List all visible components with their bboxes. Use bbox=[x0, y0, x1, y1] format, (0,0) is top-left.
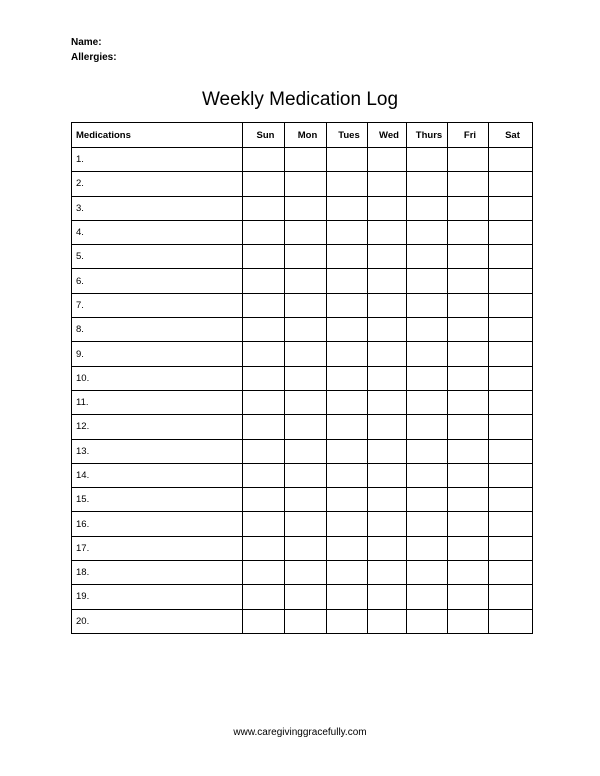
day-cell-sat[interactable] bbox=[489, 342, 533, 366]
medication-cell[interactable]: 5. bbox=[72, 245, 243, 269]
day-cell-mon[interactable] bbox=[285, 196, 327, 220]
day-cell-wed[interactable] bbox=[368, 609, 407, 633]
day-cell-sat[interactable] bbox=[489, 488, 533, 512]
table-row bbox=[72, 366, 533, 390]
day-cell-mon[interactable] bbox=[285, 488, 327, 512]
day-cell-fri[interactable] bbox=[448, 342, 489, 366]
medication-log-table bbox=[71, 122, 533, 634]
day-cell-tues[interactable] bbox=[327, 220, 368, 244]
day-cell-sat[interactable] bbox=[489, 366, 533, 390]
medication-cell[interactable]: 8. bbox=[72, 318, 243, 342]
day-cell-wed[interactable] bbox=[368, 585, 407, 609]
day-cell-mon[interactable] bbox=[285, 342, 327, 366]
table-row bbox=[72, 488, 533, 512]
day-cell-wed[interactable] bbox=[368, 220, 407, 244]
day-cell-fri[interactable] bbox=[448, 609, 489, 633]
day-cell-fri[interactable] bbox=[448, 561, 489, 585]
table-row bbox=[72, 585, 533, 609]
medication-cell[interactable]: 19. bbox=[72, 585, 243, 609]
day-cell-thurs[interactable] bbox=[407, 390, 448, 414]
medication-cell[interactable]: 7. bbox=[72, 293, 243, 317]
day-cell-tues[interactable] bbox=[327, 488, 368, 512]
day-cell-tues[interactable] bbox=[327, 585, 368, 609]
day-cell-sun[interactable] bbox=[243, 585, 285, 609]
medication-cell[interactable]: 14. bbox=[72, 463, 243, 487]
day-cell-sun[interactable] bbox=[243, 196, 285, 220]
column-header-medications: Medications bbox=[72, 123, 243, 148]
day-cell-thurs[interactable] bbox=[407, 318, 448, 342]
table-row bbox=[72, 415, 533, 439]
day-cell-fri[interactable] bbox=[448, 172, 489, 196]
day-cell-tues[interactable] bbox=[327, 439, 368, 463]
day-cell-fri[interactable] bbox=[448, 245, 489, 269]
day-cell-wed[interactable] bbox=[368, 245, 407, 269]
day-cell-fri[interactable] bbox=[448, 366, 489, 390]
page-title: Weekly Medication Log bbox=[201, 89, 399, 110]
day-cell-mon[interactable] bbox=[285, 512, 327, 536]
medication-cell[interactable]: 3. bbox=[72, 196, 243, 220]
header-row bbox=[72, 123, 533, 148]
day-cell-wed[interactable] bbox=[368, 488, 407, 512]
table-row bbox=[72, 245, 533, 269]
table-row bbox=[72, 512, 533, 536]
day-cell-thurs[interactable] bbox=[407, 609, 448, 633]
day-cell-mon[interactable] bbox=[285, 269, 327, 293]
day-cell-tues[interactable] bbox=[327, 342, 368, 366]
day-cell-wed[interactable] bbox=[368, 196, 407, 220]
day-cell-tues[interactable] bbox=[327, 196, 368, 220]
medication-cell[interactable]: 1. bbox=[72, 148, 243, 172]
day-cell-sun[interactable] bbox=[243, 415, 285, 439]
day-cell-fri[interactable] bbox=[448, 390, 489, 414]
day-cell-wed[interactable] bbox=[368, 148, 407, 172]
day-cell-mon[interactable] bbox=[285, 609, 327, 633]
day-cell-fri[interactable] bbox=[448, 488, 489, 512]
day-cell-wed[interactable] bbox=[368, 536, 407, 560]
day-cell-wed[interactable] bbox=[368, 342, 407, 366]
table-row bbox=[72, 536, 533, 560]
day-cell-thurs[interactable] bbox=[407, 488, 448, 512]
column-header-fri: Fri bbox=[448, 123, 489, 148]
day-cell-tues[interactable] bbox=[327, 536, 368, 560]
day-cell-fri[interactable] bbox=[448, 536, 489, 560]
day-cell-sun[interactable] bbox=[243, 148, 285, 172]
medication-cell[interactable]: 2. bbox=[72, 172, 243, 196]
day-cell-tues[interactable] bbox=[327, 463, 368, 487]
day-cell-sun[interactable] bbox=[243, 512, 285, 536]
day-cell-sat[interactable] bbox=[489, 463, 533, 487]
day-cell-wed[interactable] bbox=[368, 439, 407, 463]
day-cell-thurs[interactable] bbox=[407, 585, 448, 609]
medication-cell[interactable]: 12. bbox=[72, 415, 243, 439]
footer-url: www.caregivinggracefully.com bbox=[233, 727, 367, 738]
table-row bbox=[72, 293, 533, 317]
day-cell-sun[interactable] bbox=[243, 536, 285, 560]
medication-cell[interactable]: 17. bbox=[72, 536, 243, 560]
day-cell-wed[interactable] bbox=[368, 463, 407, 487]
medication-cell[interactable]: 13. bbox=[72, 439, 243, 463]
medication-cell[interactable]: 4. bbox=[72, 220, 243, 244]
day-cell-sun[interactable] bbox=[243, 293, 285, 317]
day-cell-sun[interactable] bbox=[243, 220, 285, 244]
table-row bbox=[72, 561, 533, 585]
day-cell-sat[interactable] bbox=[489, 318, 533, 342]
table-row bbox=[72, 220, 533, 244]
day-cell-sun[interactable] bbox=[243, 439, 285, 463]
day-cell-sat[interactable] bbox=[489, 196, 533, 220]
day-cell-tues[interactable] bbox=[327, 269, 368, 293]
day-cell-fri[interactable] bbox=[448, 220, 489, 244]
day-cell-tues[interactable] bbox=[327, 148, 368, 172]
table-row bbox=[72, 463, 533, 487]
day-cell-sun[interactable] bbox=[243, 463, 285, 487]
day-cell-fri[interactable] bbox=[448, 585, 489, 609]
day-cell-sat[interactable] bbox=[489, 415, 533, 439]
day-cell-mon[interactable] bbox=[285, 561, 327, 585]
day-cell-mon[interactable] bbox=[285, 172, 327, 196]
column-header-sat: Sat bbox=[489, 123, 533, 148]
table-row bbox=[72, 342, 533, 366]
table-row bbox=[72, 172, 533, 196]
day-cell-sun[interactable] bbox=[243, 172, 285, 196]
column-header-tues: Tues bbox=[327, 123, 368, 148]
day-cell-thurs[interactable] bbox=[407, 220, 448, 244]
table-row bbox=[72, 439, 533, 463]
day-cell-fri[interactable] bbox=[448, 318, 489, 342]
day-cell-mon[interactable] bbox=[285, 536, 327, 560]
day-cell-tues[interactable] bbox=[327, 415, 368, 439]
day-cell-fri[interactable] bbox=[448, 512, 489, 536]
day-cell-mon[interactable] bbox=[285, 318, 327, 342]
day-cell-mon[interactable] bbox=[285, 293, 327, 317]
day-cell-fri[interactable] bbox=[448, 269, 489, 293]
medication-cell[interactable]: 6. bbox=[72, 269, 243, 293]
day-cell-mon[interactable] bbox=[285, 463, 327, 487]
day-cell-fri[interactable] bbox=[448, 293, 489, 317]
day-cell-sat[interactable] bbox=[489, 512, 533, 536]
day-cell-mon[interactable] bbox=[285, 439, 327, 463]
day-cell-fri[interactable] bbox=[448, 415, 489, 439]
day-cell-tues[interactable] bbox=[327, 172, 368, 196]
medication-cell[interactable]: 18. bbox=[72, 561, 243, 585]
column-header-wed: Wed bbox=[368, 123, 407, 148]
day-cell-sun[interactable] bbox=[243, 245, 285, 269]
column-header-sun: Sun bbox=[243, 123, 285, 148]
medication-cell[interactable]: 11. bbox=[72, 390, 243, 414]
day-cell-mon[interactable] bbox=[285, 366, 327, 390]
day-cell-mon[interactable] bbox=[285, 220, 327, 244]
day-cell-fri[interactable] bbox=[448, 463, 489, 487]
day-cell-tues[interactable] bbox=[327, 390, 368, 414]
allergies-label: Allergies: bbox=[71, 52, 117, 63]
table-row bbox=[72, 318, 533, 342]
day-cell-fri[interactable] bbox=[448, 148, 489, 172]
day-cell-sat[interactable] bbox=[489, 439, 533, 463]
medication-cell[interactable]: 10. bbox=[72, 366, 243, 390]
medication-cell[interactable]: 20. bbox=[72, 609, 243, 633]
day-cell-fri[interactable] bbox=[448, 439, 489, 463]
table-row bbox=[72, 609, 533, 633]
day-cell-thurs[interactable] bbox=[407, 561, 448, 585]
day-cell-wed[interactable] bbox=[368, 366, 407, 390]
day-cell-mon[interactable] bbox=[285, 390, 327, 414]
table-row bbox=[72, 390, 533, 414]
day-cell-wed[interactable] bbox=[368, 415, 407, 439]
day-cell-thurs[interactable] bbox=[407, 269, 448, 293]
day-cell-tues[interactable] bbox=[327, 512, 368, 536]
day-cell-thurs[interactable] bbox=[407, 148, 448, 172]
day-cell-sat[interactable] bbox=[489, 245, 533, 269]
day-cell-wed[interactable] bbox=[368, 318, 407, 342]
day-cell-thurs[interactable] bbox=[407, 172, 448, 196]
day-cell-sun[interactable] bbox=[243, 342, 285, 366]
day-cell-thurs[interactable] bbox=[407, 415, 448, 439]
day-cell-sat[interactable] bbox=[489, 220, 533, 244]
day-cell-sun[interactable] bbox=[243, 366, 285, 390]
medication-cell[interactable]: 16. bbox=[72, 512, 243, 536]
day-cell-sat[interactable] bbox=[489, 148, 533, 172]
day-cell-tues[interactable] bbox=[327, 366, 368, 390]
day-cell-wed[interactable] bbox=[368, 561, 407, 585]
day-cell-fri[interactable] bbox=[448, 196, 489, 220]
medication-cell[interactable]: 15. bbox=[72, 488, 243, 512]
day-cell-sun[interactable] bbox=[243, 488, 285, 512]
day-cell-sun[interactable] bbox=[243, 318, 285, 342]
day-cell-sat[interactable] bbox=[489, 293, 533, 317]
day-cell-tues[interactable] bbox=[327, 245, 368, 269]
day-cell-sat[interactable] bbox=[489, 536, 533, 560]
name-label: Name: bbox=[71, 37, 102, 48]
day-cell-wed[interactable] bbox=[368, 269, 407, 293]
table-row bbox=[72, 148, 533, 172]
day-cell-thurs[interactable] bbox=[407, 366, 448, 390]
day-cell-tues[interactable] bbox=[327, 293, 368, 317]
day-cell-mon[interactable] bbox=[285, 585, 327, 609]
day-cell-sat[interactable] bbox=[489, 609, 533, 633]
day-cell-sat[interactable] bbox=[489, 172, 533, 196]
day-cell-sun[interactable] bbox=[243, 390, 285, 414]
day-cell-thurs[interactable] bbox=[407, 342, 448, 366]
day-cell-sun[interactable] bbox=[243, 269, 285, 293]
column-header-mon: Mon bbox=[285, 123, 327, 148]
day-cell-mon[interactable] bbox=[285, 148, 327, 172]
day-cell-sat[interactable] bbox=[489, 390, 533, 414]
day-cell-mon[interactable] bbox=[285, 245, 327, 269]
day-cell-sat[interactable] bbox=[489, 561, 533, 585]
day-cell-thurs[interactable] bbox=[407, 512, 448, 536]
day-cell-thurs[interactable] bbox=[407, 245, 448, 269]
day-cell-tues[interactable] bbox=[327, 609, 368, 633]
day-cell-wed[interactable] bbox=[368, 512, 407, 536]
day-cell-tues[interactable] bbox=[327, 318, 368, 342]
day-cell-wed[interactable] bbox=[368, 390, 407, 414]
day-cell-tues[interactable] bbox=[327, 561, 368, 585]
day-cell-sun[interactable] bbox=[243, 561, 285, 585]
table-row bbox=[72, 269, 533, 293]
day-cell-thurs[interactable] bbox=[407, 439, 448, 463]
day-cell-sat[interactable] bbox=[489, 269, 533, 293]
day-cell-thurs[interactable] bbox=[407, 536, 448, 560]
day-cell-mon[interactable] bbox=[285, 415, 327, 439]
day-cell-thurs[interactable] bbox=[407, 463, 448, 487]
medication-cell[interactable]: 9. bbox=[72, 342, 243, 366]
day-cell-thurs[interactable] bbox=[407, 196, 448, 220]
day-cell-thurs[interactable] bbox=[407, 293, 448, 317]
day-cell-sun[interactable] bbox=[243, 609, 285, 633]
day-cell-sat[interactable] bbox=[489, 585, 533, 609]
column-header-thurs: Thurs bbox=[407, 123, 448, 148]
table-row bbox=[72, 196, 533, 220]
day-cell-wed[interactable] bbox=[368, 172, 407, 196]
day-cell-wed[interactable] bbox=[368, 293, 407, 317]
